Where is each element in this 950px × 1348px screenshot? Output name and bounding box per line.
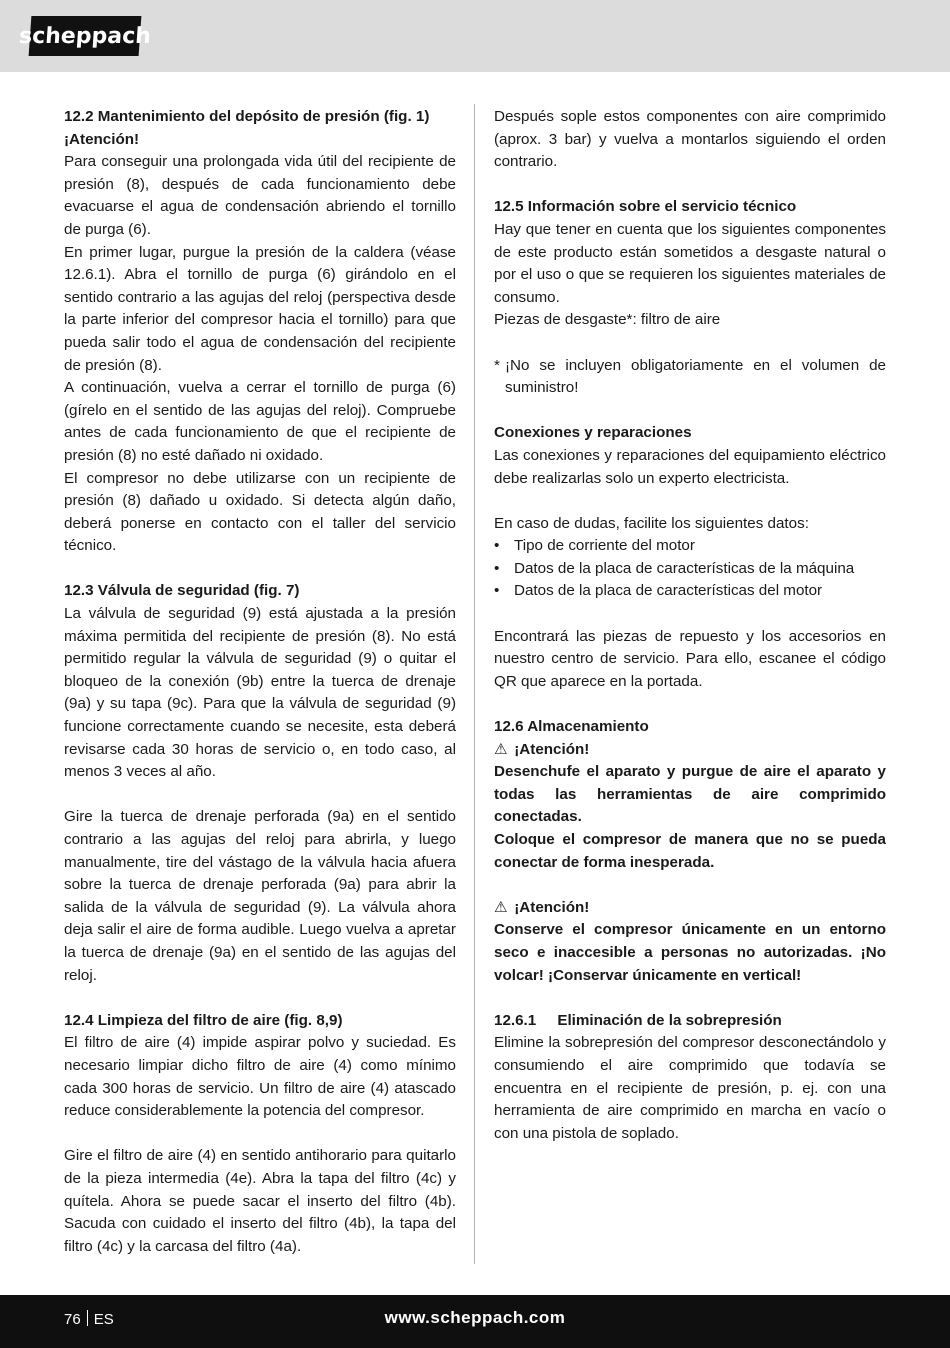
language-code: ES: [93, 1311, 114, 1328]
spare-parts-paragraph: Encontrará las piezas de repuesto y los accesorios en nuestro centro de servicio. Para ello, escanee el código QR que aparece en la portada.: [494, 627, 886, 690]
section-12-3-paragraph: La válvula de seguridad (9) está ajustada a la presión máxima permitida del recipiente de presión (8). No está permitido regular la válvula de seguridad (9) o quitar el bloqueo de la conexión (9b) entre la tuerca de drenaje (9a) y su tapa (9c). Para que la válvula de seguridad (9) funcione correctamente cuando se necesite, esta deberá revisarse cada 30 horas de servicio o, en todo caso, al menos 3 veces al año.: [64, 605, 456, 781]
section-12-6-1-title: 12.6.1 Eliminación de la sobrepresión: [494, 1011, 782, 1029]
bullet-icon: •: [494, 582, 500, 600]
section-12-4-title: 12.4 Limpieza del filtro de aire (fig. 8,9): [64, 1011, 343, 1029]
list-item: • Datos de la placa de características del motor: [494, 580, 886, 603]
warning-1-title: ⚠ ¡Atención!: [494, 739, 886, 762]
section-12-4-paragraph: Gire el filtro de aire (4) en sentido antihorario para quitarlo de la pieza intermedia (4e). Abra la tapa del filtro (4c) y quítela. Ahora se puede sacar el inserto del filtro (4b). Sacuda con cuidado el inserto del filtro (4b), la tapa del filtro (4c) y la carcasa del filtro (4a).: [64, 1147, 456, 1255]
warning-2-text: Conserve el compresor únicamente en un entorno seco e inaccesible a personas no autorizadas. ¡No volcar! ¡Conservar únicamente en vertical!: [494, 921, 886, 984]
data-bullet-list: [494, 535, 886, 603]
section-12-3-title: 12.3 Válvula de seguridad (fig. 7): [64, 582, 300, 600]
website-link[interactable]: www.scheppach.com: [384, 1308, 566, 1327]
wear-parts-line: Piezas de desgaste*: filtro de aire: [494, 311, 721, 329]
section-12-2-title: 12.2 Mantenimiento del depósito de presión (fig. 1): [64, 108, 430, 125]
footnote: [494, 355, 886, 400]
warning-triangle-icon: ⚠: [494, 740, 508, 758]
warning-triangle-icon: ⚠: [494, 898, 508, 916]
section-12-4-paragraph: El filtro de aire (4) impide aspirar polvo y suciedad. Es necesario limpiar dicho filtro de aire (4) como mínimo cada 300 horas de servicio. Un filtro de aire (4) atascado reduce considerablemente la potencia del compresor.: [64, 1034, 456, 1120]
warning-1-text: Desenchufe el aparato y purgue de aire el aparato y todas las herramientas de aire comprimido conectadas.: [494, 763, 886, 826]
connections-paragraph: Las conexiones y reparaciones del equipamiento eléctrico debe realizarlas solo un experto electricista.: [494, 446, 886, 487]
bullet-icon: •: [494, 537, 500, 555]
section-12-2-paragraph: El compresor no debe utilizarse con un recipiente de presión (8) dañado u oxidado. Si detecta algún daño, deberá ponerse en contacto con el taller del servicio técnico.: [64, 469, 456, 555]
blow-paragraph: Después sople estos componentes con aire comprimido (aprox. 3 bar) y vuelva a montarlos siguiendo el orden contrario.: [494, 108, 886, 171]
header-band: [0, 0, 950, 72]
column-divider: [474, 104, 475, 1264]
section-12-6-1-paragraph: Elimine la sobrepresión del compresor desconectándolo y consumiendo el aire comprimido que todavía se encuentra en el recipiente de presión, p. ej. con una herramienta de aire comprimido en marcha en vacío o con una pistola de soplado.: [494, 1034, 886, 1142]
section-12-2-paragraph: A continuación, vuelva a cerrar el tornillo de purga (6) (gírelo en el sentido de las agujas del reloj). Compruebe antes de cada funcionamiento de que el recipiente de presión (8) no esté dañado ni oxidado.: [64, 379, 456, 464]
section-12-2-attention: ¡Atención!: [64, 130, 140, 148]
footnote-marker: *: [494, 356, 500, 374]
section-12-3-paragraph: Gire la tuerca de drenaje perforada (9a) en el sentido contrario a las agujas del reloj para abrirla, y luego manualmente, tire del vástago de la válvula hacia afuera sobre la tuerca de drenaje perforada (9a) para abrir la salida de la válvula de seguridad (9). La válvula ahora deja salir el aire de forma audible. Luego vuelva a apretar la tuerca de drenaje (9a) en el sentido de las agujas del reloj.: [64, 808, 456, 984]
warning-1-text: Coloque el compresor de manera que no se pueda conectar de forma inesperada.: [494, 831, 886, 871]
list-item: • Tipo de corriente del motor: [494, 535, 886, 558]
page-number: 76: [64, 1311, 81, 1328]
warning-2-title: ⚠ ¡Atención!: [494, 897, 886, 920]
left-column: [64, 106, 456, 1258]
footnote-text: ¡No se incluyen obligatoriamente en el volumen de suministro!: [505, 356, 886, 397]
section-12-5-title: 12.5 Información sobre el servicio técnico: [494, 198, 797, 216]
connections-title: Conexiones y reparaciones: [494, 424, 692, 442]
brand-logo: scheppach: [29, 16, 142, 56]
footer-bar: [0, 1295, 950, 1348]
connections-intro: En caso de dudas, facilite los siguientes datos:: [494, 514, 809, 532]
section-12-5-paragraph: Hay que tener en cuenta que los siguientes componentes de este producto están sometidos a desgaste natural o por el uso o que se requieren los siguientes materiales de consumo.: [494, 220, 886, 306]
list-item: • Datos de la placa de características de la máquina: [494, 558, 886, 581]
right-column: [494, 106, 886, 1145]
section-12-2-paragraph: En primer lugar, purgue la presión de la caldera (véase 12.6.1). Abra el tornillo de purga (6) girándolo en el sentido contrario a las agujas del reloj (perspectiva desde la parte inferior del compresor hacia el tornillo) para que pueda salir todo el agua de condensación del recipiente de presión (8).: [64, 243, 456, 374]
section-12-2-paragraph: Para conseguir una prolongada vida útil del recipiente de presión (8), después de cada funcionamiento debe evacuarse el agua de condensación abriendo el tornillo de purga (6).: [64, 153, 456, 238]
section-12-6-title: 12.6 Almacenamiento: [494, 718, 649, 736]
bullet-icon: •: [494, 559, 500, 577]
